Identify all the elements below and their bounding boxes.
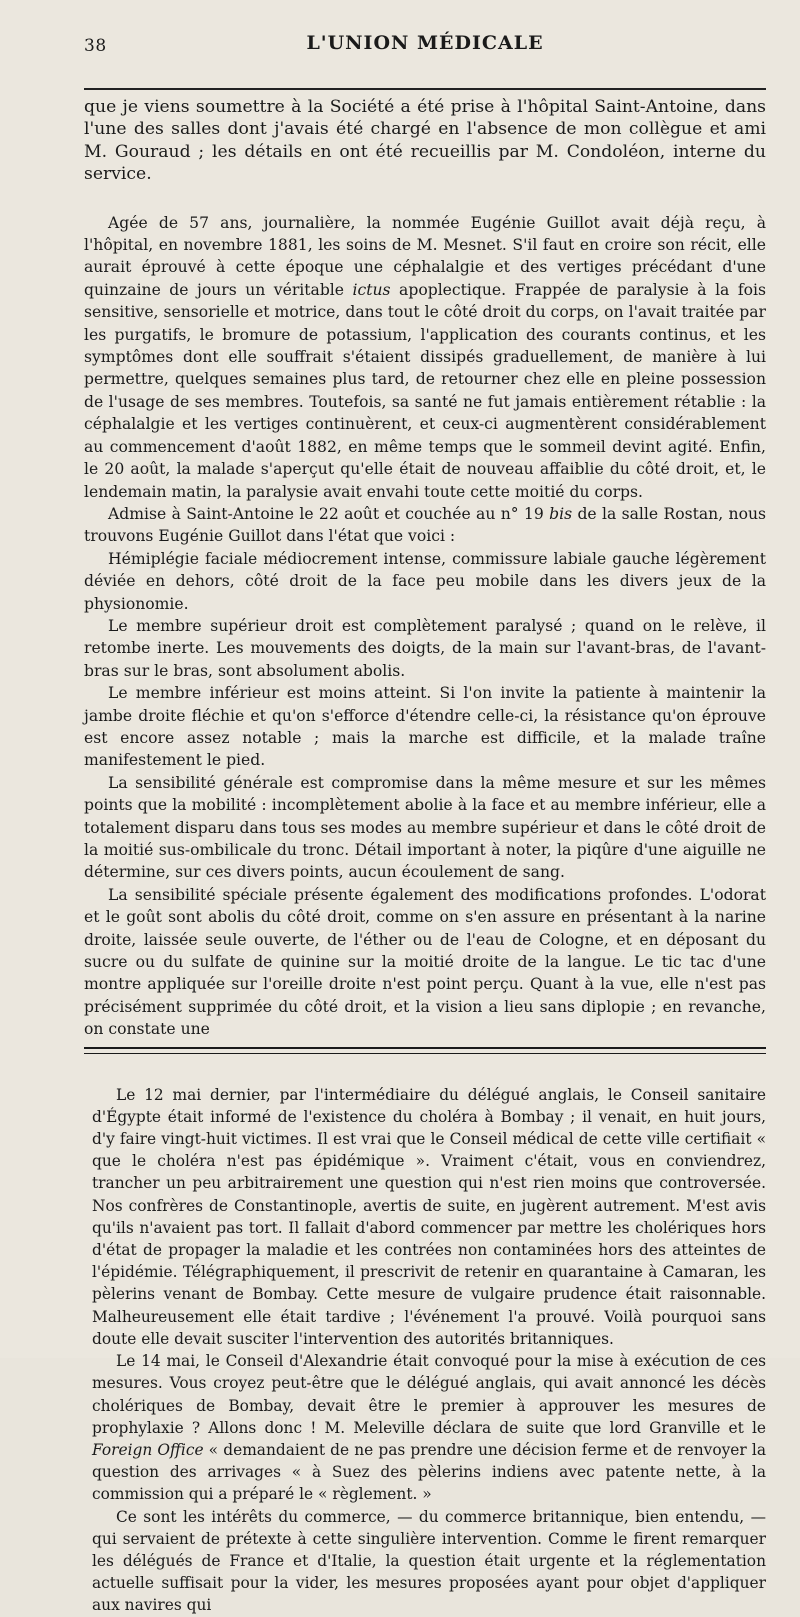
- header-rule: [84, 88, 766, 90]
- history-text-b: apoplectique. Frappée de paralysie à la fois sensitive, sensorielle et motrice, dans tout le côté droit du corps, on l'avait traitée par les purgatifs, le bromure de potassium, l'application des courants continus, et les symptômes dont elle souffrait s'étaient dissipés graduellement, de manière à lui permettre, quelques semaines plus tard, de retourner chez elle en pleine possession de l'usage de ses membres. Toutefois, sa santé ne fut jamais entièrement rétablie : la céphalalgie et les vertiges continuèrent, et ceux-ci augmentèrent considérablement au commencement d'août 1882, en même temps que le sommeil devint agité. Enfin, le 20 août, la malade s'aperçut qu'elle était de nouveau affaiblie du côté droit, et, le lendemain matin, la paralysie avait envahi toute cette moitié du corps.: [84, 280, 766, 501]
- admission-paragraph: [84, 503, 766, 548]
- history-paragraph: [84, 212, 766, 503]
- cholera-paragraph: Le 12 mai dernier, par l'intermédiaire du délégué anglais, le Conseil sanitaire d'Égypte était informé de l'existence du choléra à Bombay ; il venait, en huit jours, d'y faire vingt-huit victimes. Il est vrai que le Conseil médical de cette ville certifiait « que le choléra n'est pas épidémique ». Vraiment c'était, vous en conviendrez, trancher un peu arbitrairement une question qui n'est rien moins que controversée. Nos confrères de Constantinople, avertis de suite, en jugèrent autrement. M'est avis qu'ils n'avaient pas tort. Il fallait d'abord commencer par mettre les cholériques hors d'état de propager la maladie et les contrées non contaminées hors des atteintes de l'épidémie. Télégraphiquement, il prescrivit de retenir en quarantaine à Camaran, les pèlerins venant de Bombay. Cette mesure de vulgaire prudence était raisonnable. Malheureusement elle était tardive ; l'événement l'a prouvé. Voilà pourquoi sans doute elle devait susciter l'intervention des autorités britanniques.: [92, 1085, 766, 1348]
- foreign-office-term: Foreign Office: [92, 1440, 204, 1459]
- council-paragraph: [92, 1350, 766, 1505]
- history-text-a: Agée de 57 ans, journalière, la nommée Eugénie Guillot avait déjà reçu, à l'hôpital, en novembre 1881, les soins de M. Mesnet. S'il faut en croire son récit, elle aurait éprouvé à cette époque une céphalalgie et des vertiges précédant d'une quinzaine de jours un véritable: [84, 213, 766, 299]
- bis-term: bis: [549, 504, 573, 523]
- upper-limb-paragraph: Le membre supérieur droit est complètement paralysé ; quand on le relève, il retombe inerte. Les mouvements des doigts, de la main sur l'avant-bras, de l'avant-bras sur le bras, sont absolument abolis.: [84, 616, 766, 680]
- sensibility-paragraph: La sensibilité générale est compromise dans la même mesure et sur les mêmes points que la mobilité : incomplètement abolie à la face et au membre inférieur, elle a totalement disparu dans tous ses modes au membre supérieur et dans le côté droit de la moitié sus-ombilicale du tronc. Détail important à noter, la piqûre d'une aiguille ne détermine, sur ces divers points, aucun écoulement de sang.: [84, 773, 766, 882]
- editorial-column: [84, 1084, 766, 1617]
- council-text-a: Le 14 mai, le Conseil d'Alexandrie était convoqué pour la mise à exécution de ces mesures. Vous croyez peut-être que le délégué anglais, qui avait annoncé les décès cholériques de Bombay, devait être le premier à approuver les mesures de prophylaxie ? Allons donc ! M. Meleville déclara de suite que lord Granville et le: [92, 1352, 766, 1437]
- council-text-b: « demandaient de ne pas prendre une décision ferme et de renvoyer la question des arrivages « à Suez des pèlerins indiens avec patente nette, à la commission qui a préparé le « règlement. »: [92, 1440, 766, 1504]
- page-number: 38: [84, 36, 107, 56]
- intro-paragraph: que je viens soumettre à la Société a été prise à l'hôpital Saint-Antoine, dans l'une des salles dont j'avais été chargé en l'absence de mon collègue et ami M. Gouraud ; les détails en ont été recueillis par M. Condoléon, interne du service.: [84, 97, 766, 185]
- section-separator: [84, 1047, 766, 1054]
- commerce-paragraph: Ce sont les intérêts du commerce, — du commerce britannique, bien entendu, — qui servaient de prétexte à cette singulière intervention. Comme le firent remarquer les délégués de France et d'Italie, la question était urgente et la réglementation actuelle suffisait pour la vider, les mesures proposées ayant pour objet d'appliquer aux navires qui: [92, 1507, 766, 1615]
- running-head: [84, 30, 766, 56]
- lower-limb-paragraph: Le membre inférieur est moins atteint. Si l'on invite la patiente à maintenir la jambe droite fléchie et qu'on s'efforce d'étendre celle-ci, la résistance qu'on éprouve est encore assez notable ; mais la marche est difficile, et la malade traîne manifestement le pied.: [84, 684, 766, 770]
- special-sensibility-paragraph: La sensibilité spéciale présente également des modifications profondes. L'odorat et le goût sont abolis du côté droit, comme on s'en assure en présentant à la narine droite, laissée seule ouverte, de l'éther ou de l'eau de Cologne, et en déposant du sucre ou du sulfate de quinine sur la moitié droite de la langue. Le tic tac d'une montre appliquée sur l'oreille droite n'est point perçu. Quant à la vue, elle n'est pas précisément supprimée du côté droit, et la vision a lieu sans diplopie ; en revanche, on constate une: [84, 885, 766, 1039]
- paragraph-gap: [84, 186, 766, 212]
- admission-text-b: de la salle Rostan, nous trouvons Eugénie Guillot dans l'état que voici :: [84, 504, 766, 546]
- journal-title: L'UNION MÉDICALE: [306, 32, 544, 54]
- facial-paragraph: Hémiplégie faciale médiocrement intense, commissure labiale gauche légèrement déviée en dehors, côté droit de la face peu mobile dans les divers jeux de la physionomie.: [84, 549, 766, 613]
- admission-text-a: Admise à Saint-Antoine le 22 août et couchée au n° 19: [108, 504, 550, 523]
- ictus-term: ictus: [352, 280, 391, 299]
- case-report: [84, 96, 766, 1041]
